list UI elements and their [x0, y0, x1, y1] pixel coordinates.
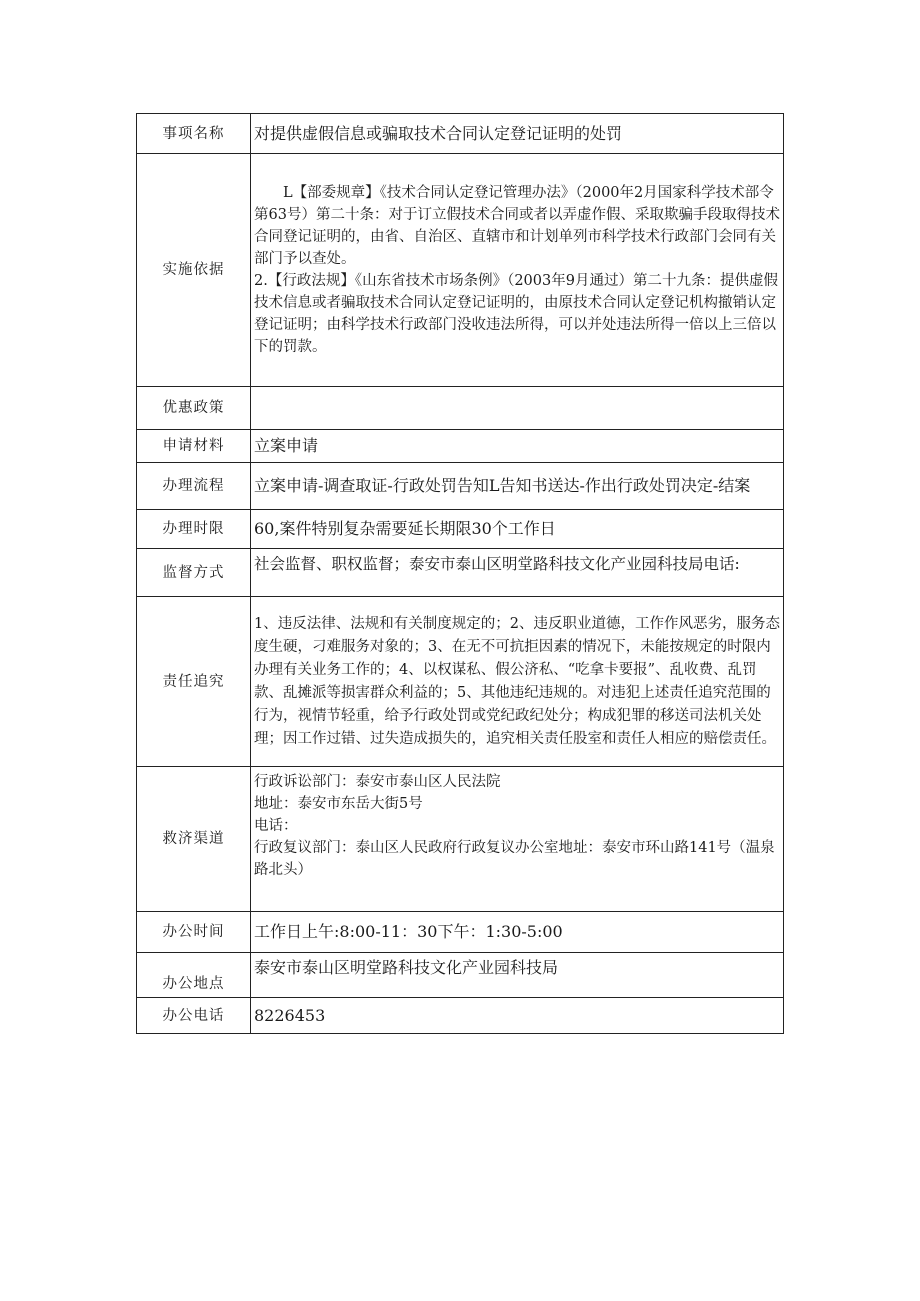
remedy-line-phone: 电话：: [254, 818, 298, 834]
row-materials: [137, 430, 784, 463]
row-responsibility: [137, 597, 784, 767]
value-supervision: 社会监督、职权监督；泰安市泰山区明堂路科技文化产业园科技局电话:: [251, 549, 784, 597]
label-office-phone: 办公电话: [137, 998, 251, 1034]
value-remedy: [251, 767, 784, 912]
row-supervision: [137, 549, 784, 597]
remedy-line-review: 行政复议部门：泰山区人民政府行政复议办公室地址：泰安市环山路141号（温泉路北头）: [254, 840, 775, 878]
value-process: 立案申请-调查取证-行政处罚告知L告知书送达-作出行政处罚决定-结案: [251, 463, 784, 510]
row-process: [137, 463, 784, 510]
label-policy: 优惠政策: [137, 387, 251, 430]
label-office-hours: 办公时间: [137, 912, 251, 953]
label-materials: 申请材料: [137, 430, 251, 463]
value-item-name: 对提供虚假信息或骗取技术合同认定登记证明的处罚: [251, 114, 784, 154]
label-remedy: 救济渠道: [137, 767, 251, 912]
row-time-limit: [137, 510, 784, 549]
row-office-location: [137, 953, 784, 998]
label-basis: 实施依据: [137, 154, 251, 387]
service-info-table: [136, 113, 784, 1034]
value-policy: [251, 387, 784, 430]
label-office-location: 办公地点: [137, 953, 251, 998]
label-process: 办理流程: [137, 463, 251, 510]
value-basis: [251, 154, 784, 387]
remedy-line-court: 行政诉讼部门：泰安市泰山区人民法院: [254, 774, 501, 790]
basis-paragraph-1: L【部委规章】《技术合同认定登记管理办法》（2000年2月国家科学技术部令第63号）第二十条：对于订立假技术合同或者以弄虚作假、采取欺骗手段取得技术合同登记证明的，由省、自治区、直辖市和计划单列市科学技术行政部门会同有关部门予以查处。: [254, 185, 780, 267]
row-basis: [137, 154, 784, 387]
label-item-name: 事项名称: [137, 114, 251, 154]
label-time-limit: 办理时限: [137, 510, 251, 549]
row-remedy: [137, 767, 784, 912]
row-item-name: [137, 114, 784, 154]
basis-paragraph-2: 2.【行政法规】《山东省技术市场条例》（2003年9月通过）第二十九条：提供虚假技术信息或者骗取技术合同认定登记证明的，由原技术合同认定登记机构撤销认定登记证明；由科学技术行政部门没收违法所得，可以并处违法所得一倍以上三倍以下的罚款。: [254, 273, 778, 355]
value-office-hours: 工作日上午:8:00-11：30下午：1:30-5:00: [251, 912, 784, 953]
row-policy: [137, 387, 784, 430]
row-office-hours: [137, 912, 784, 953]
remedy-line-address: 地址：泰安市东岳大街5号: [254, 796, 423, 812]
value-office-phone: 8226453: [251, 998, 784, 1034]
label-supervision: 监督方式: [137, 549, 251, 597]
value-time-limit: 60,案件特别复杂需要延长期限30个工作日: [251, 510, 784, 549]
row-office-phone: [137, 998, 784, 1034]
value-materials: 立案申请: [251, 430, 784, 463]
value-office-location: 泰安市泰山区明堂路科技文化产业园科技局: [251, 953, 784, 998]
label-responsibility: 责任追究: [137, 597, 251, 767]
value-responsibility: 1、违反法律、法规和有关制度规定的；2、违反职业道德，工作作风恶劣，服务态度生硬，刁难服务对象的；3、在无不可抗拒因素的情况下，未能按规定的时限内办理有关业务工作的；4、以权谋私、假公济私、“吃拿卡要报”、乱收费、乱罚款、乱摊派等损害群众利益的；5、其他违纪违规的。对违犯上述责任追究范围的行为，视情节轻重，给予行政处罚或党纪政纪处分；构成犯罪的移送司法机关处理；因工作过错、过失造成损失的，追究相关责任股室和责任人相应的赔偿责任。: [251, 597, 784, 767]
